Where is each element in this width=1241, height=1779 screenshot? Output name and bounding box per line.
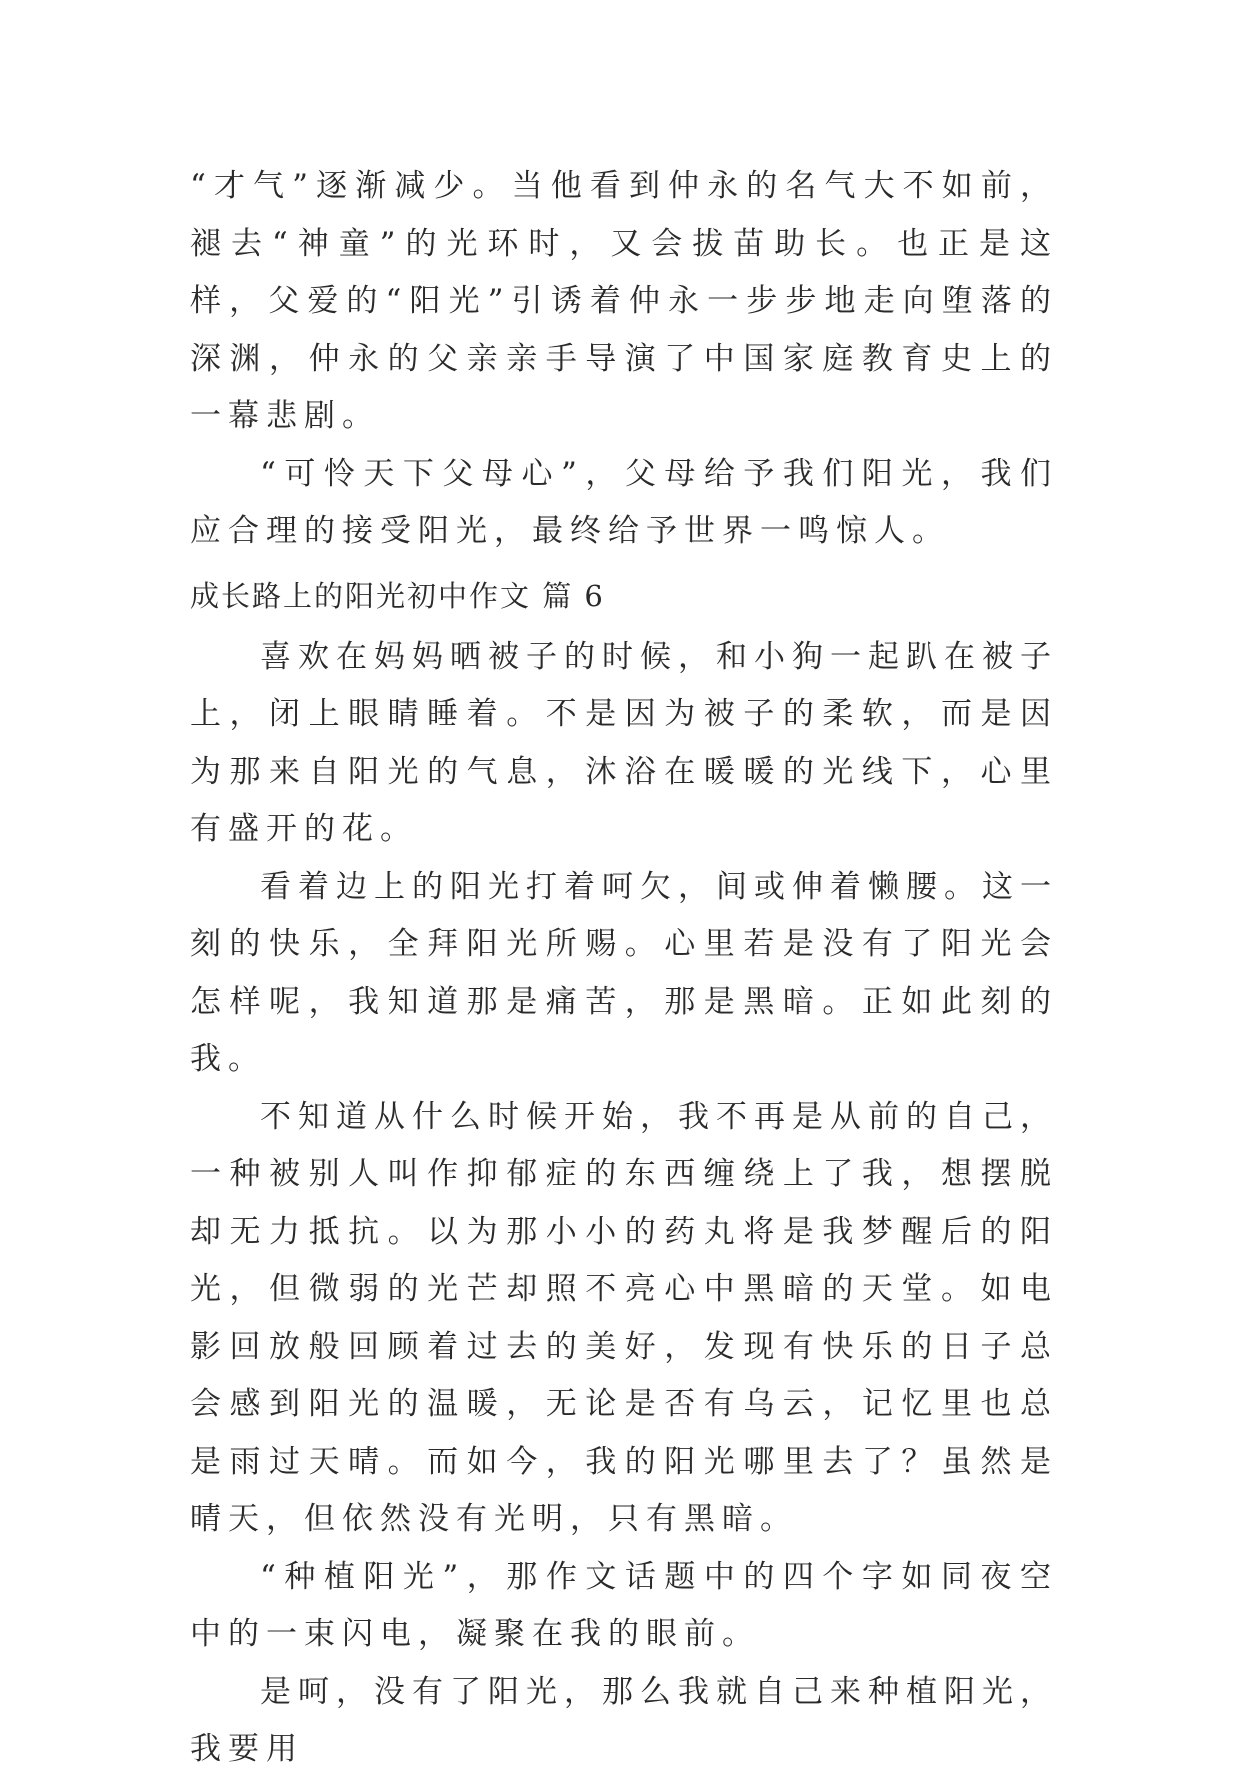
text-section-top (190, 158, 1058, 561)
paragraph: 看着边上的阳光打着呵欠，间或伸着懒腰。这一刻的快乐，全拜阳光所赐。心里若是没有了阳光会怎样呢，我知道那是痛苦，那是黑暗。正如此刻的我。 (190, 868, 1058, 1077)
section-heading: 成长路上的阳光初中作文 篇 6 (190, 579, 605, 613)
paragraph: “种植阳光”，那作文话题中的四个字如同夜空中的一束闪电，凝聚在我的眼前。 (190, 1558, 1058, 1652)
paragraph: 不知道从什么时候开始，我不再是从前的自己，一种被别人叫作抑郁症的东西缠绕上了我，想摆脱却无力抵抗。以为那小小的药丸将是我梦醒后的阳光，但微弱的光芒却照不亮心中黑暗的天堂。如电影回放般回顾着过去的美好，发现有快乐的日子总会感到阳光的温暖，无论是否有乌云，记忆里也总是雨过天晴。而如今，我的阳光哪里去了？虽然是晴天，但依然没有光明，只有黑暗。 (190, 1098, 1058, 1537)
paragraph: 喜欢在妈妈晒被子的时候，和小狗一起趴在被子上，闭上眼睛睡着。不是因为被子的柔软，而是因为那来自阳光的气息，沐浴在暖暖的光线下，心里有盛开的花。 (190, 638, 1058, 847)
text-section-bottom (190, 568, 1058, 1779)
paragraph: “可怜天下父母心”，父母给予我们阳光，我们应合理的接受阳光，最终给予世界一鸣惊人。 (190, 455, 1058, 549)
paragraph: “才气”逐渐减少。当他看到仲永的名气大不如前，褪去“神童”的光环时，又会拔苗助长。也正是这样，父爱的“阳光”引诱着仲永一步步地走向堕落的深渊，仲永的父亲亲手导演了中国家庭教育史上的一幕悲剧。 (190, 168, 1058, 434)
paragraph: 是呵，没有了阳光，那么我就自己来种植阳光，我要用 (190, 1673, 1058, 1767)
